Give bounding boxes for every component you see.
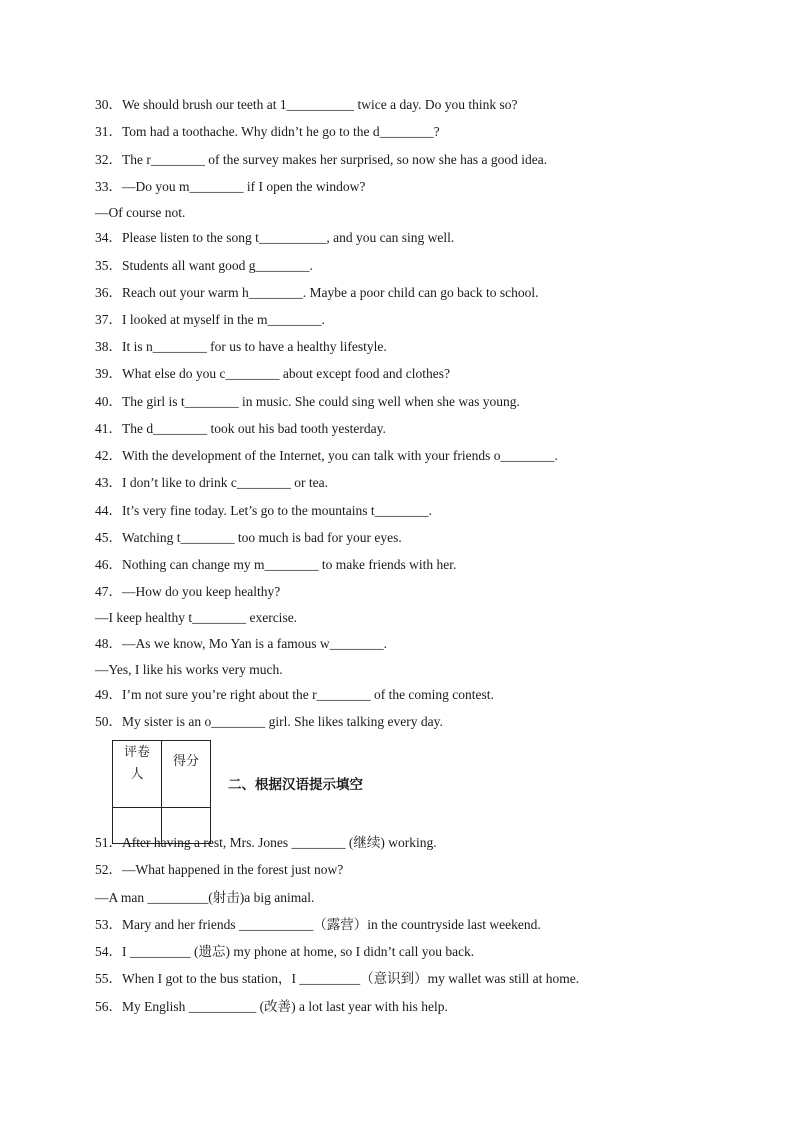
question-47: 47．—How do you keep healthy? [95, 584, 281, 599]
question-55: 55．When I got to the bus station，I _________（意识到）my wallet was still at home. [95, 971, 580, 986]
section-2-title: 二、根据汉语提示填空 [228, 777, 363, 793]
question-48: 48．—As we know, Mo Yan is a famous w________. [95, 636, 387, 651]
question-36: 36．Reach out your warm h________. Maybe a poor child can go back to school. [95, 285, 539, 300]
question-35: 35．Students all want good g________. [95, 258, 313, 273]
question-56: 56．My English __________ (改善) a lot last year with his help. [95, 999, 448, 1014]
question-37: 37．I looked at myself in the m________. [95, 312, 325, 327]
question-42: 42．With the development of the Internet, you can talk with your friends o________. [95, 448, 558, 463]
score-header-cell [162, 741, 211, 808]
question-30: 30．We should brush our teeth at 1__________ twice a day. Do you think so? [95, 97, 518, 112]
score-label: 得分 [172, 754, 199, 769]
grader-label-line2: 人 [130, 767, 144, 782]
question-49: 49．I’m not sure you’re right about the r________ of the coming contest. [95, 687, 494, 702]
question-33: 33．—Do you m________ if I open the window? [95, 179, 366, 194]
question-46: 46．Nothing can change my m________ to make friends with her. [95, 557, 457, 572]
question-51: 51．After having a rest, Mrs. Jones ________ (继续) working. [95, 835, 437, 850]
question-47-answer: —I keep healthy t________ exercise. [95, 610, 298, 625]
question-41: 41．The d________ took out his bad tooth yesterday. [95, 421, 386, 436]
question-44: 44．It’s very fine today. Let’s go to the mountains t________. [95, 503, 432, 518]
question-39: 39．What else do you c________ about except food and clothes? [95, 366, 451, 381]
question-53: 53．Mary and her friends ___________（露营）in the countryside last weekend. [95, 917, 541, 932]
score-table [112, 740, 211, 844]
question-43: 43．I don’t like to drink c________ or tea. [95, 475, 328, 490]
question-52-answer: —A man _________(射击)a big animal. [95, 890, 315, 905]
question-38: 38．It is n________ for us to have a healthy lifestyle. [95, 339, 387, 354]
grader-header-cell [113, 741, 162, 808]
question-31: 31．Tom had a toothache. Why didn’t he go to the d________? [95, 124, 440, 139]
question-48-answer: —Yes, I like his works very much. [95, 662, 283, 677]
question-50: 50．My sister is an o________ girl. She likes talking every day. [95, 714, 443, 729]
question-34: 34．Please listen to the song t__________, and you can sing well. [95, 230, 455, 245]
question-40: 40．The girl is t________ in music. She could sing well when she was young. [95, 394, 520, 409]
question-33-answer: —Of course not. [95, 205, 186, 220]
question-52: 52．—What happened in the forest just now? [95, 862, 344, 877]
question-54: 54．I _________ (遗忘) my phone at home, so I didn’t call you back. [95, 944, 475, 959]
question-45: 45．Watching t________ too much is bad for your eyes. [95, 530, 402, 545]
grader-label-line1: 评卷 [123, 745, 150, 760]
question-32: 32．The r________ of the survey makes her surprised, so now she has a good idea. [95, 152, 548, 167]
